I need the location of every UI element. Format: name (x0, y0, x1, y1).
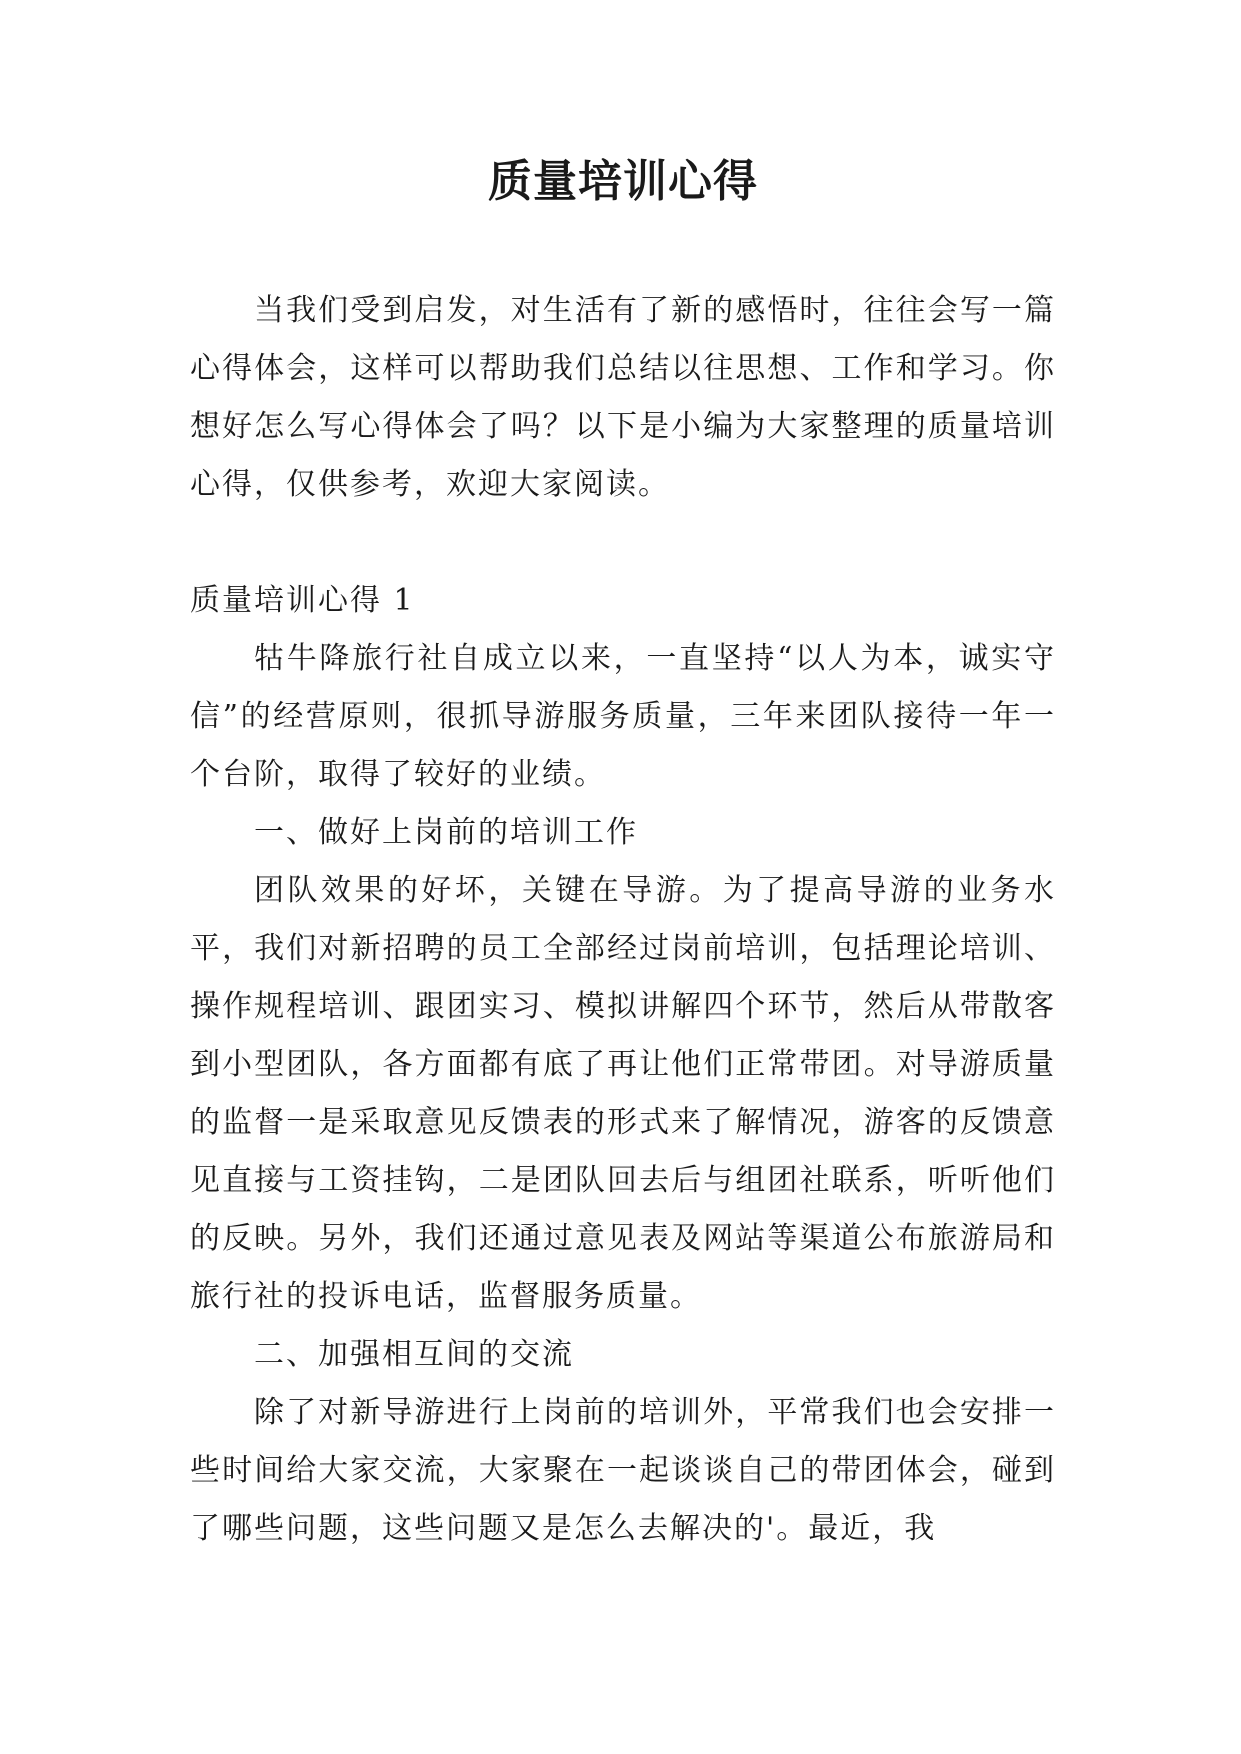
paragraph: 除了对新导游进行上岗前的培训外，平常我们也会安排一些时间给大家交流，大家聚在一起谈谈自己的带团体会，碰到了哪些问题，这些问题又是怎么去解决的'。最近，我 (190, 1395, 1056, 1546)
intro-paragraph: 当我们受到启发，对生活有了新的感悟时，往往会写一篇心得体会，这样可以帮助我们总结以往思想、工作和学习。你想好怎么写心得体会了吗？以下是小编为大家整理的质量培训心得，仅供参考，欢迎大家阅读。 (190, 293, 1056, 502)
section-heading: 质量培训心得 1 (190, 583, 415, 618)
paragraph: 团队效果的好坏，关键在导游。为了提高导游的业务水平，我们对新招聘的员工全部经过岗前培训，包括理论培训、操作规程培训、跟团实习、模拟讲解四个环节，然后从带散客到小型团队，各方面都有底了再让他们正常带团。对导游质量的监督一是采取意见反馈表的形式来了解情况，游客的反馈意见直接与工资挂钩，二是团队回去后与组团社联系，听听他们的反映。另外，我们还通过意见表及网站等渠道公布旅游局和旅行社的投诉电话，监督服务质量。 (190, 873, 1056, 1314)
subheading: 一、做好上岗前的培训工作 (254, 815, 638, 850)
paragraph: 牯牛降旅行社自成立以来，一直坚持“以人为本，诚实守信”的经营原则，很抓导游服务质量，三年来团队接待一年一个台阶，取得了较好的业绩。 (190, 641, 1056, 792)
document-body (190, 282, 1056, 1558)
document-title: 质量培训心得 (488, 156, 758, 207)
subheading: 二、加强相互间的交流 (254, 1337, 574, 1372)
